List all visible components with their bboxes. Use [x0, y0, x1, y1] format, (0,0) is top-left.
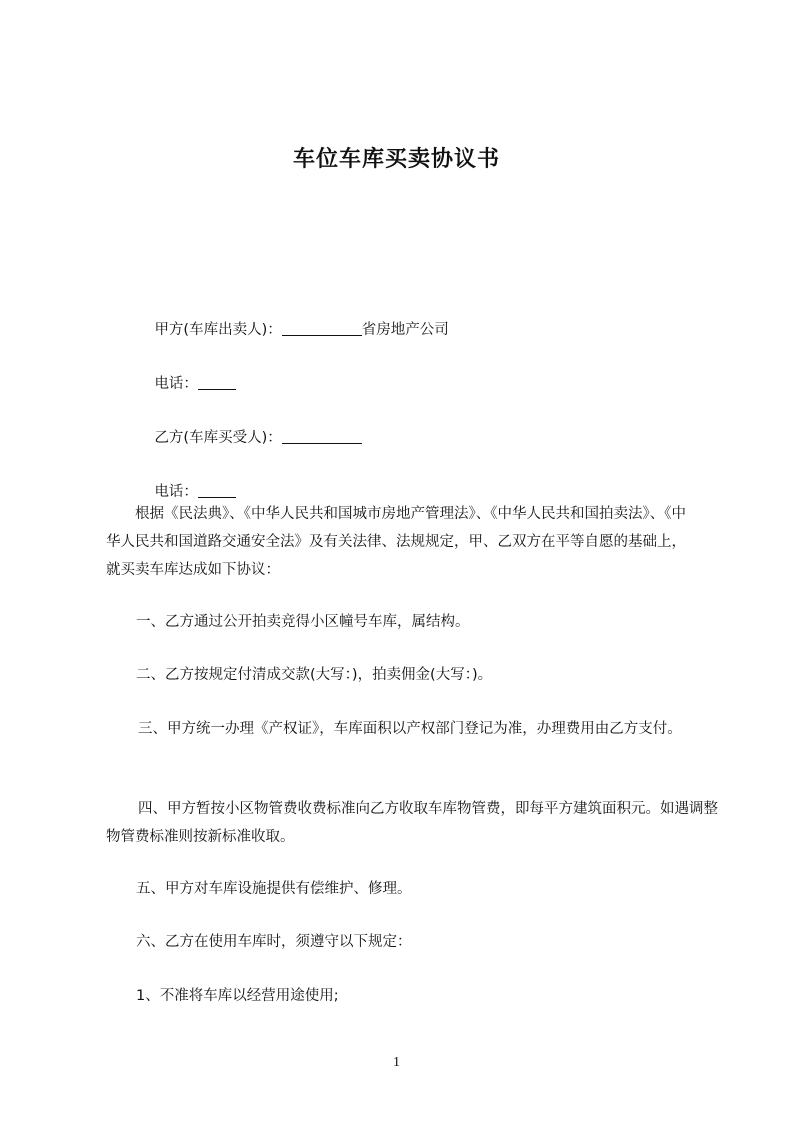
party-a-phone-label: 电话：	[154, 376, 198, 392]
party-a-blank	[282, 319, 362, 336]
page-number: 1	[393, 1055, 400, 1070]
party-b-label: 乙方(车库买受人)：	[154, 430, 282, 446]
party-b-phone-label: 电话：	[154, 484, 198, 500]
clause-5: 五、甲方对车库设施提供有偿维护、修理。	[136, 881, 412, 897]
clause-2: 二、乙方按规定付清成交款(大写：)，拍卖佣金(大写：)。	[136, 667, 493, 683]
clause-1: 一、乙方通过公开拍卖竞得小区幢号车库，属结构。	[136, 614, 470, 630]
party-a-phone-blank	[198, 373, 236, 390]
preamble-paragraph: 根据《民法典》、《中华人民共和国城市房地产管理法》、《中华人民共和国拍卖法》、《中华人民共和国道路交通安全法》及有关法律、法规规定，甲、乙双方在平等自愿的基础上，就买卖车库达成如下协议：	[106, 506, 686, 578]
clause-3: 三、甲方统一办理《产权证》，车库面积以产权部门登记为准，办理费用由乙方支付。	[138, 721, 682, 737]
document-title: 车位车库买卖协议书	[292, 147, 500, 172]
party-a-label: 甲方(车库出卖人)：	[154, 322, 282, 338]
party-a-suffix: 省房地产公司	[361, 322, 449, 338]
party-b-phone-blank	[198, 481, 236, 498]
clause-6: 六、乙方在使用车库时，须遵守以下规定：	[136, 934, 412, 950]
clause-6-item-1: 1、不准将车库以经营用途使用;	[136, 988, 339, 1004]
clause-4: 四、甲方暂按小区物管费收费标准向乙方收取车库物管费，即每平方建筑面积元。如遇调整物管费标准则按新标准收取。	[106, 801, 718, 845]
party-b-blank	[282, 427, 362, 444]
